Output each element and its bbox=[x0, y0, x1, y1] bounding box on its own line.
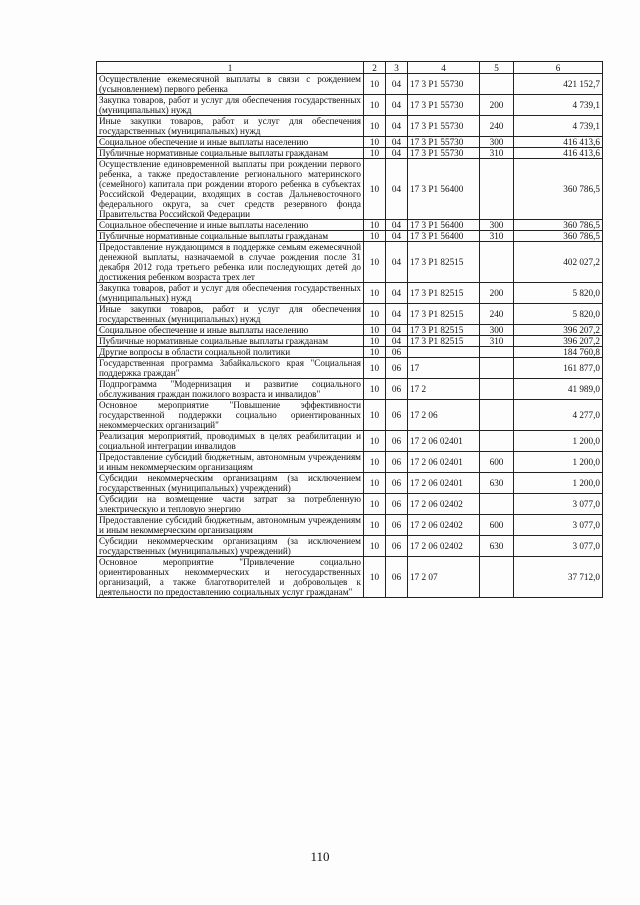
expense-type-code-cell bbox=[480, 431, 514, 452]
expense-type-code-cell: 200 bbox=[480, 95, 514, 116]
subsection-code-cell: 06 bbox=[386, 536, 408, 557]
section-code-cell: 10 bbox=[364, 116, 386, 137]
page-number: 110 bbox=[310, 849, 330, 864]
subsection-code-cell: 06 bbox=[386, 379, 408, 400]
header-cell: 2 bbox=[364, 62, 386, 74]
item-name-cell: Осуществление единовременной выплаты при рождении первого ребенка, а также предоставление регионального материнского (семейного) капитала при рождении второго ребенка в субъектах Российской Федерации, входящих в состав Дальневосточного федерального округа, за счет средств резервного фонда Правительства Российской Федерации bbox=[97, 159, 364, 220]
section-code-cell: 10 bbox=[364, 431, 386, 452]
amount-cell: 416 413,6 bbox=[514, 148, 603, 159]
item-name-cell: Предоставление субсидий бюджетным, автономным учреждениям и иным некоммерческим организациям bbox=[97, 452, 364, 473]
item-name-cell: Публичные нормативные социальные выплаты гражданам bbox=[97, 148, 364, 159]
target-article-code-cell: 17 3 P1 82515 bbox=[408, 283, 480, 304]
target-article-code-cell: 17 2 06 02401 bbox=[408, 452, 480, 473]
section-code-cell: 10 bbox=[364, 95, 386, 116]
section-code-cell: 10 bbox=[364, 283, 386, 304]
target-article-code-cell: 17 3 P1 56400 bbox=[408, 231, 480, 242]
expense-type-code-cell: 600 bbox=[480, 452, 514, 473]
amount-cell: 41 989,0 bbox=[514, 379, 603, 400]
expense-type-code-cell: 630 bbox=[480, 473, 514, 494]
target-article-code-cell: 17 2 06 02402 bbox=[408, 515, 480, 536]
subsection-code-cell: 06 bbox=[386, 347, 408, 358]
section-code-cell: 10 bbox=[364, 494, 386, 515]
table-row bbox=[97, 220, 603, 231]
table-row bbox=[97, 515, 603, 536]
expense-type-code-cell: 240 bbox=[480, 116, 514, 137]
section-code-cell: 10 bbox=[364, 452, 386, 473]
amount-cell: 1 200,0 bbox=[514, 431, 603, 452]
amount-cell: 1 200,0 bbox=[514, 452, 603, 473]
section-code-cell: 10 bbox=[364, 347, 386, 358]
target-article-code-cell: 17 2 bbox=[408, 379, 480, 400]
target-article-code-cell: 17 3 P1 55730 bbox=[408, 74, 480, 95]
item-name-cell: Публичные нормативные социальные выплаты гражданам bbox=[97, 336, 364, 347]
item-name-cell: Иные закупки товаров, работ и услуг для обеспечения государственных (муниципальных) нужд bbox=[97, 116, 364, 137]
target-article-code-cell: 17 3 P1 82515 bbox=[408, 336, 480, 347]
item-name-cell: Субсидии на возмещение части затрат за потребленную электрическую и тепловую энергию bbox=[97, 494, 364, 515]
table-row bbox=[97, 304, 603, 325]
target-article-code-cell: 17 3 P1 56400 bbox=[408, 220, 480, 231]
subsection-code-cell: 04 bbox=[386, 325, 408, 336]
item-name-cell: Предоставление субсидий бюджетным, автономным учреждениям и иным некоммерческим организациям bbox=[97, 515, 364, 536]
section-code-cell: 10 bbox=[364, 358, 386, 379]
subsection-code-cell: 06 bbox=[386, 452, 408, 473]
subsection-code-cell: 06 bbox=[386, 494, 408, 515]
section-code-cell: 10 bbox=[364, 304, 386, 325]
amount-cell: 184 760,8 bbox=[514, 347, 603, 358]
amount-cell: 396 207,2 bbox=[514, 336, 603, 347]
target-article-code-cell: 17 2 06 bbox=[408, 400, 480, 431]
table-row bbox=[97, 148, 603, 159]
amount-cell: 4 739,1 bbox=[514, 95, 603, 116]
table-row bbox=[97, 431, 603, 452]
target-article-code-cell: 17 2 06 02401 bbox=[408, 473, 480, 494]
table-header-row bbox=[97, 62, 603, 74]
amount-cell: 161 877,0 bbox=[514, 358, 603, 379]
expense-type-code-cell bbox=[480, 400, 514, 431]
expense-type-code-cell bbox=[480, 74, 514, 95]
table-row bbox=[97, 358, 603, 379]
table-row bbox=[97, 557, 603, 598]
subsection-code-cell: 04 bbox=[386, 304, 408, 325]
section-code-cell: 10 bbox=[364, 536, 386, 557]
header-cell: 3 bbox=[386, 62, 408, 74]
target-article-code-cell: 17 3 P1 82515 bbox=[408, 304, 480, 325]
target-article-code-cell: 17 3 P1 55730 bbox=[408, 95, 480, 116]
expense-type-code-cell: 310 bbox=[480, 148, 514, 159]
subsection-code-cell: 06 bbox=[386, 473, 408, 494]
item-name-cell: Подпрограмма "Модернизация и развитие социального обслуживания граждан пожилого возраста и инвалидов" bbox=[97, 379, 364, 400]
subsection-code-cell: 04 bbox=[386, 242, 408, 283]
target-article-code-cell: 17 3 P1 55730 bbox=[408, 137, 480, 148]
amount-cell: 360 786,5 bbox=[514, 159, 603, 220]
expense-type-code-cell bbox=[480, 557, 514, 598]
section-code-cell: 10 bbox=[364, 379, 386, 400]
header-cell: 6 bbox=[514, 62, 603, 74]
table-row bbox=[97, 325, 603, 336]
section-code-cell: 10 bbox=[364, 242, 386, 283]
section-code-cell: 10 bbox=[364, 231, 386, 242]
subsection-code-cell: 06 bbox=[386, 515, 408, 536]
subsection-code-cell: 04 bbox=[386, 336, 408, 347]
subsection-code-cell: 04 bbox=[386, 137, 408, 148]
header-cell: 4 bbox=[408, 62, 480, 74]
amount-cell: 396 207,2 bbox=[514, 325, 603, 336]
item-name-cell: Иные закупки товаров, работ и услуг для обеспечения государственных (муниципальных) нужд bbox=[97, 304, 364, 325]
expense-type-code-cell bbox=[480, 379, 514, 400]
section-code-cell: 10 bbox=[364, 473, 386, 494]
target-article-code-cell bbox=[408, 347, 480, 358]
table-row bbox=[97, 137, 603, 148]
section-code-cell: 10 bbox=[364, 148, 386, 159]
budget-table bbox=[96, 61, 603, 598]
table-row bbox=[97, 242, 603, 283]
section-code-cell: 10 bbox=[364, 325, 386, 336]
expense-type-code-cell: 310 bbox=[480, 336, 514, 347]
expense-type-code-cell: 600 bbox=[480, 515, 514, 536]
target-article-code-cell: 17 3 P1 56400 bbox=[408, 159, 480, 220]
amount-cell: 416 413,6 bbox=[514, 137, 603, 148]
item-name-cell: Социальное обеспечение и иные выплаты населению bbox=[97, 137, 364, 148]
table-row bbox=[97, 494, 603, 515]
table-row bbox=[97, 95, 603, 116]
item-name-cell: Публичные нормативные социальные выплаты гражданам bbox=[97, 231, 364, 242]
target-article-code-cell: 17 2 07 bbox=[408, 557, 480, 598]
expense-type-code-cell bbox=[480, 494, 514, 515]
table-row bbox=[97, 231, 603, 242]
amount-cell: 37 712,0 bbox=[514, 557, 603, 598]
header-cell: 5 bbox=[480, 62, 514, 74]
subsection-code-cell: 06 bbox=[386, 557, 408, 598]
expense-type-code-cell: 300 bbox=[480, 325, 514, 336]
expense-type-code-cell: 630 bbox=[480, 536, 514, 557]
subsection-code-cell: 04 bbox=[386, 148, 408, 159]
amount-cell: 4 277,0 bbox=[514, 400, 603, 431]
table-row bbox=[97, 159, 603, 220]
table-row bbox=[97, 473, 603, 494]
subsection-code-cell: 04 bbox=[386, 116, 408, 137]
section-code-cell: 10 bbox=[364, 400, 386, 431]
item-name-cell: Государственная программа Забайкальского края "Социальная поддержка граждан" bbox=[97, 358, 364, 379]
amount-cell: 5 820,0 bbox=[514, 283, 603, 304]
item-name-cell: Субсидии некоммерческим организациям (за исключением государственных (муниципальных) учреждений) bbox=[97, 473, 364, 494]
item-name-cell: Предоставление нуждающимся в поддержке семьям ежемесячной денежной выплаты, назначаемой в случае рождения после 31 декабря 2012 года третьего ребенка или последующих детей до достижения ребенком возраста трех лет bbox=[97, 242, 364, 283]
table-row bbox=[97, 536, 603, 557]
expense-type-code-cell: 300 bbox=[480, 137, 514, 148]
section-code-cell: 10 bbox=[364, 74, 386, 95]
item-name-cell: Осуществление ежемесячной выплаты в связи с рождением (усыновлением) первого ребенка bbox=[97, 74, 364, 95]
item-name-cell: Субсидии некоммерческим организациям (за исключением государственных (муниципальных) учреждений) bbox=[97, 536, 364, 557]
target-article-code-cell: 17 2 06 02402 bbox=[408, 536, 480, 557]
amount-cell: 360 786,5 bbox=[514, 231, 603, 242]
table-row bbox=[97, 336, 603, 347]
amount-cell: 3 077,0 bbox=[514, 536, 603, 557]
amount-cell: 1 200,0 bbox=[514, 473, 603, 494]
table-row bbox=[97, 116, 603, 137]
expense-type-code-cell: 240 bbox=[480, 304, 514, 325]
target-article-code-cell: 17 2 06 02402 bbox=[408, 494, 480, 515]
section-code-cell: 10 bbox=[364, 336, 386, 347]
item-name-cell: Основное мероприятие "Повышение эффективности государственной поддержки социально ориентированных некоммерческих организаций" bbox=[97, 400, 364, 431]
item-name-cell: Реализация мероприятий, проводимых в целях реабилитации и социальной интеграции инвалидов bbox=[97, 431, 364, 452]
item-name-cell: Закупка товаров, работ и услуг для обеспечения государственных (муниципальных) нужд bbox=[97, 95, 364, 116]
expense-type-code-cell bbox=[480, 242, 514, 283]
table-row bbox=[97, 283, 603, 304]
amount-cell: 5 820,0 bbox=[514, 304, 603, 325]
item-name-cell: Социальное обеспечение и иные выплаты населению bbox=[97, 325, 364, 336]
item-name-cell: Закупка товаров, работ и услуг для обеспечения государственных (муниципальных) нужд bbox=[97, 283, 364, 304]
target-article-code-cell: 17 2 06 02401 bbox=[408, 431, 480, 452]
subsection-code-cell: 04 bbox=[386, 220, 408, 231]
table-row bbox=[97, 74, 603, 95]
table-row bbox=[97, 347, 603, 358]
subsection-code-cell: 06 bbox=[386, 400, 408, 431]
amount-cell: 3 077,0 bbox=[514, 494, 603, 515]
table-row bbox=[97, 452, 603, 473]
subsection-code-cell: 04 bbox=[386, 283, 408, 304]
amount-cell: 421 152,7 bbox=[514, 74, 603, 95]
section-code-cell: 10 bbox=[364, 159, 386, 220]
subsection-code-cell: 04 bbox=[386, 231, 408, 242]
target-article-code-cell: 17 3 P1 82515 bbox=[408, 242, 480, 283]
target-article-code-cell: 17 3 P1 55730 bbox=[408, 148, 480, 159]
target-article-code-cell: 17 3 P1 55730 bbox=[408, 116, 480, 137]
subsection-code-cell: 04 bbox=[386, 74, 408, 95]
amount-cell: 360 786,5 bbox=[514, 220, 603, 231]
expense-type-code-cell: 200 bbox=[480, 283, 514, 304]
expense-type-code-cell: 300 bbox=[480, 220, 514, 231]
target-article-code-cell: 17 bbox=[408, 358, 480, 379]
amount-cell: 4 739,1 bbox=[514, 116, 603, 137]
expense-type-code-cell bbox=[480, 159, 514, 220]
section-code-cell: 10 bbox=[364, 515, 386, 536]
section-code-cell: 10 bbox=[364, 137, 386, 148]
expense-type-code-cell: 310 bbox=[480, 231, 514, 242]
subsection-code-cell: 04 bbox=[386, 95, 408, 116]
amount-cell: 402 027,2 bbox=[514, 242, 603, 283]
section-code-cell: 10 bbox=[364, 557, 386, 598]
item-name-cell: Другие вопросы в области социальной политики bbox=[97, 347, 364, 358]
subsection-code-cell: 06 bbox=[386, 358, 408, 379]
section-code-cell: 10 bbox=[364, 220, 386, 231]
expense-type-code-cell bbox=[480, 347, 514, 358]
amount-cell: 3 077,0 bbox=[514, 515, 603, 536]
header-cell: 1 bbox=[97, 62, 364, 74]
table-row bbox=[97, 400, 603, 431]
table-row bbox=[97, 379, 603, 400]
item-name-cell: Основное мероприятие "Привлечение социально ориентированных некоммерческих и негосударственных организаций, а также благотворителей и добровольцев к деятельности по предоставлению социальных услуг гражданам" bbox=[97, 557, 364, 598]
item-name-cell: Социальное обеспечение и иные выплаты населению bbox=[97, 220, 364, 231]
expense-type-code-cell bbox=[480, 358, 514, 379]
target-article-code-cell: 17 3 P1 82515 bbox=[408, 325, 480, 336]
subsection-code-cell: 04 bbox=[386, 159, 408, 220]
subsection-code-cell: 06 bbox=[386, 431, 408, 452]
